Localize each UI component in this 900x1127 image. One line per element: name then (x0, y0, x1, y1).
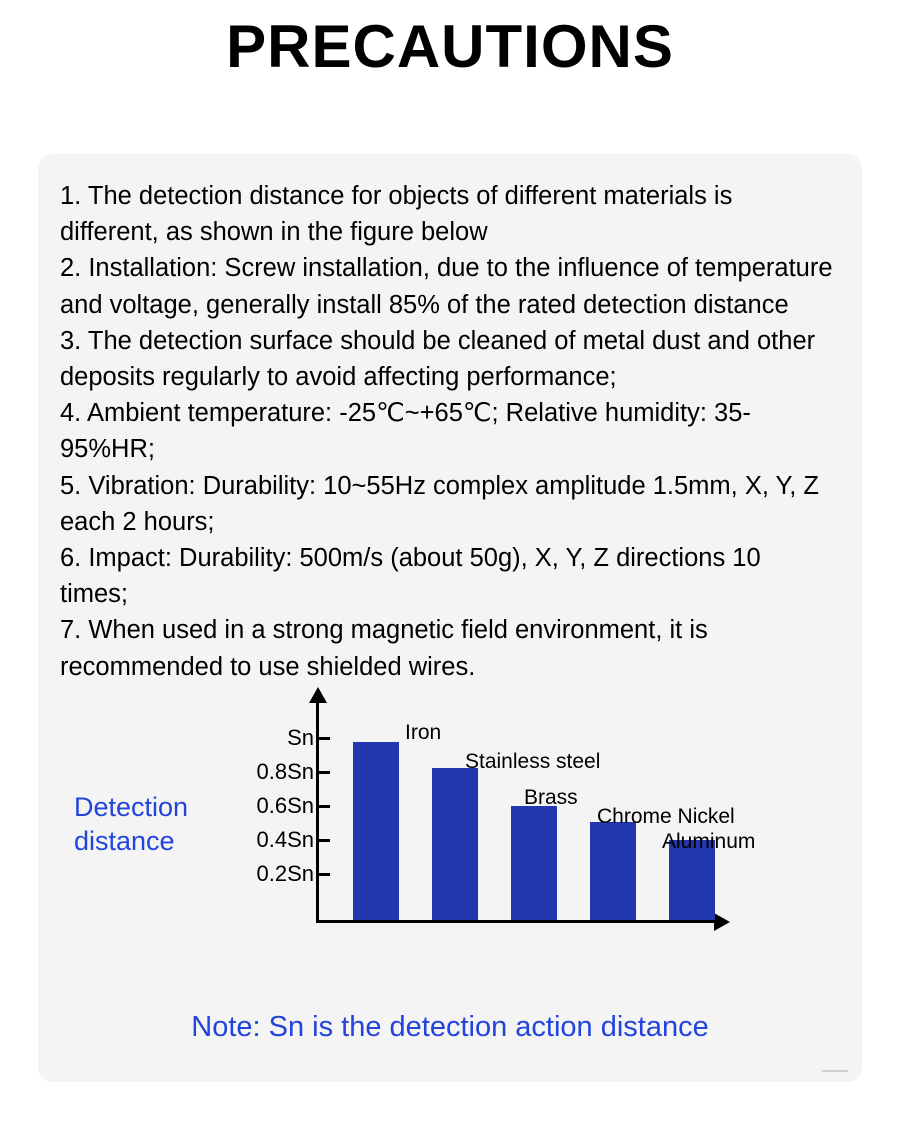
y-tick-label-2: 0.8Sn (256, 758, 314, 784)
precautions-card (38, 154, 862, 1082)
bar-brass (511, 806, 557, 920)
y-tick-label-3: 0.6Sn (256, 792, 314, 818)
x-axis-line (316, 920, 716, 923)
chart-y-axis-label: Detection distance (74, 791, 189, 856)
precaution-item-2: 2. Installation: Screw installation, due to the influence of temperature and voltage, generally install 85% of the rated detection distance (60, 254, 840, 319)
bar-chrome-nickel (590, 822, 636, 920)
precaution-item-1: 1. The detection distance for objects of different materials is different, as shown in the figure below (60, 182, 740, 247)
y-tick-5 (234, 857, 314, 891)
corner-divider (822, 1070, 848, 1072)
chart-y-ticks (234, 721, 314, 891)
precautions-list (38, 154, 862, 685)
y-tick-1 (234, 721, 314, 755)
bar-label-brass: Brass (524, 785, 578, 809)
bar-stainless-steel (432, 768, 478, 920)
y-tick-3 (234, 789, 314, 823)
page-title: PRECAUTIONS (226, 13, 674, 80)
precaution-item-6: 6. Impact: Durability: 500m/s (about 50g), X, Y, Z directions 10 times; (60, 544, 768, 609)
precaution-item-5: 5. Vibration: Durability: 10~55Hz complex amplitude 1.5mm, X, Y, Z each 2 hours; (60, 471, 827, 536)
y-tick-4 (234, 823, 314, 857)
y-tick-label-5: 0.2Sn (256, 860, 314, 886)
y-tick-label-1: Sn (287, 724, 314, 750)
bar-label-chrome-nickel: Chrome Nickel (597, 804, 735, 828)
y-tick-2 (234, 755, 314, 789)
chart-plot-area (319, 701, 756, 920)
precaution-item-3: 3. The detection surface should be cleaned of metal dust and other deposits regularly to avoid affecting performance; (60, 326, 823, 392)
y-tick-label-4: 0.4Sn (256, 826, 314, 852)
bar-label-stainless-steel: Stainless steel (465, 749, 601, 773)
bar-iron (353, 742, 399, 920)
bar-label-aluminum: Aluminum (662, 829, 756, 853)
precautions-page (0, 14, 900, 1127)
chart-note: Note: Sn is the detection action distance (191, 1010, 709, 1043)
detection-distance-chart (38, 699, 862, 1009)
bar-label-iron: Iron (405, 720, 442, 744)
precaution-item-7: 7. When used in a strong magnetic field environment, it is recommended to use shielded wires. (60, 616, 715, 681)
precaution-item-4: 4. Ambient temperature: -25℃~+65℃; Relative humidity: 35-95%HR; (60, 399, 751, 464)
